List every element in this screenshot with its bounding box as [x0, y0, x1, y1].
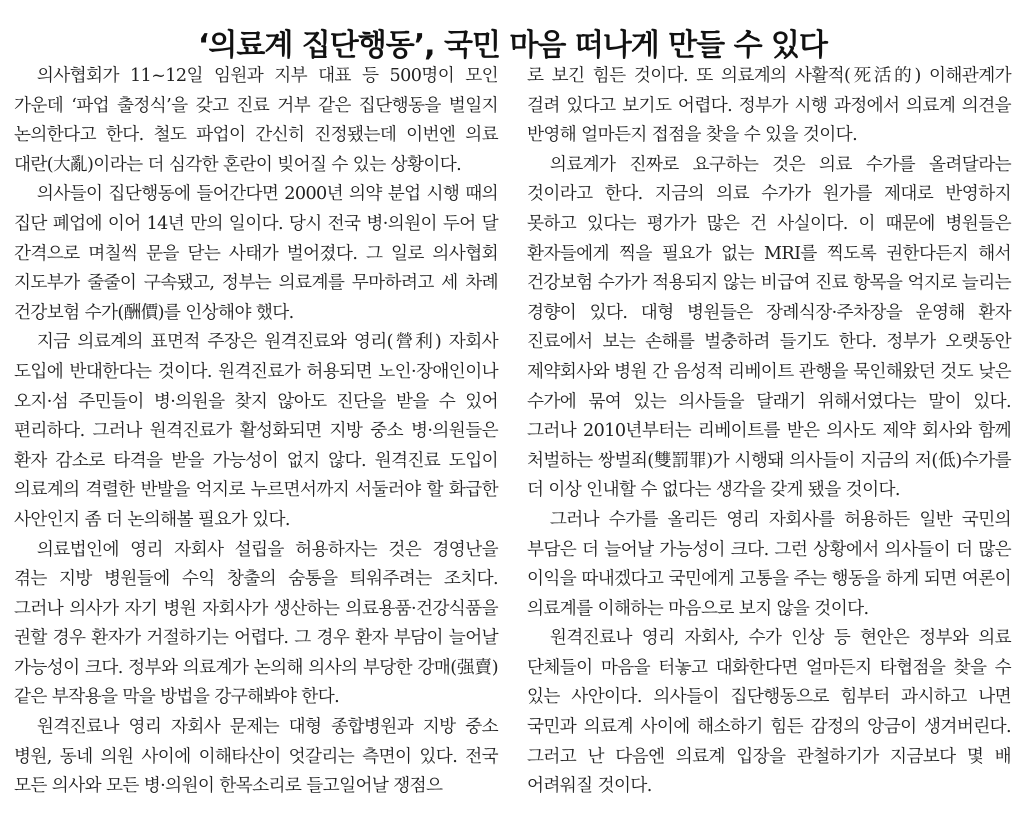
left-column	[14, 62, 498, 802]
paragraph-1: 의사협회가 11~12일 임원과 지부 대표 등 500명이 모인 가운데 ‘파업 출정식’을 갖고 진료 거부 같은 집단행동을 벌일지 논의한다고 한다. 철도 파업이 간신히 진정됐는데 이번엔 의료 대란(大亂)이라는 더 심각한 혼란이 빚어질 수 있는 상황이다.	[14, 66, 498, 175]
paragraph-2: 의사들이 집단행동에 들어간다면 2000년 의약 분업 시행 때의 집단 폐업에 이어 14년 만의 일이다. 당시 전국 병·의원이 두어 달 간격으로 며칠씩 문을 닫는 사태가 벌어졌다. 그 일로 의사협회 지도부가 줄줄이 구속됐고, 정부는 의료계를 무마하려고 세 차례 건강보험 수가(酬價)를 인상해야 했다.	[14, 184, 498, 323]
paragraph-6: 의료계가 진짜로 요구하는 것은 의료 수가를 올려달라는 것이라고 한다. 지금의 의료 수가가 원가를 제대로 반영하지 못하고 있다는 평가가 많은 건 사실이다. 이 때문에 병원들은 환자들에게 찍을 필요가 없는 MRI를 찍도록 권한다든지 해서 건강보험 수가가 적용되지 않는 비급여 진료 항목을 억지로 늘리는 경향이 있다. 대형 병원들은 장례식장·주차장을 운영해 환자 진료에서 보는 손해를 벌충하려 들기도 한다. 정부가 오랫동안 제약회사와 병원 간 음성적 리베이트 관행을 묵인해왔던 것도 낮은 수가에 묶여 있는 의사들을 달래기 위해서였다는 말이 있다. 그러나 2010년부터는 리베이트를 받은 의사도 제약 회사와 함께 처벌하는 쌍벌죄(雙罰罪)가 시행돼 의사들이 지금의 저(低)수가를 더 이상 인내할 수 없다는 생각을 갖게 됐을 것이다.	[527, 154, 1011, 501]
paragraph-5-continuation: 로 보긴 힘든 것이다. 또 의료계의 사활적(死活的) 이해관계가 걸려 있다고 보기도 어렵다. 정부가 시행 과정에서 의료계 의견을 반영해 얼마든지 접점을 찾을 수 있을 것이다.	[527, 66, 1011, 146]
paragraph-3: 지금 의료계의 표면적 주장은 원격진료와 영리(營利) 자회사 도입에 반대한다는 것이다. 원격진료가 허용되면 노인·장애인이나 오지·섬 주민들이 병·의원을 찾지 않아도 진단을 받을 수 있어 편리하다. 그러나 원격진료가 활성화되면 지방 중소 병·의원들은 환자 감소로 타격을 받을 가능성이 없지 않다. 원격진료 도입이 의료계의 격렬한 반발을 억지로 누르면서까지 서둘러야 할 화급한 사안인지 좀 더 논의해볼 필요가 있다.	[14, 332, 498, 530]
right-column	[527, 62, 1011, 802]
paragraph-5: 원격진료나 영리 자회사 문제는 대형 종합병원과 지방 중소 병원, 동네 의원 사이에 이해타산이 엇갈리는 측면이 있다. 전국 모든 의사와 모든 병·의원이 한목소리로 들고일어날 쟁점으	[14, 717, 498, 797]
paragraph-7: 그러나 수가를 올리든 영리 자회사를 허용하든 일반 국민의 부담은 더 늘어날 가능성이 크다. 그런 상황에서 의사들이 더 많은 이익을 따내겠다고 국민에게 고통을 주는 행동을 하게 되면 여론이 의료계를 이해하는 마음으로 보지 않을 것이다.	[527, 509, 1011, 619]
paragraph-4: 의료법인에 영리 자회사 설립을 허용하자는 것은 경영난을 겪는 지방 병원들에 수익 창출의 숨통을 틔워주려는 조치다. 그러나 의사가 자기 병원 자회사가 생산하는 의료용품·건강식품을 권할 경우 환자가 거절하기는 어렵다. 그 경우 환자 부담이 늘어날 가능성이 크다. 정부와 의료계가 논의해 의사의 부당한 강매(强賣) 같은 부작용을 막을 방법을 강구해봐야 한다.	[14, 539, 498, 708]
article-body	[14, 62, 1011, 802]
article-title: ‘의료계 집단행동’, 국민 마음 떠나게 만들 수 있다	[198, 28, 827, 63]
paragraph-8: 원격진료나 영리 자회사, 수가 인상 등 현안은 정부와 의료 단체들이 마음을 터놓고 대화한다면 얼마든지 타협점을 찾을 수 있는 사안이다. 의사들이 집단행동으로 힘부터 과시하고 나면 국민과 의료계 사이에 해소하기 힘든 감정의 앙금이 생겨버린다. 그러고 난 다음엔 의료계 입장을 관철하기가 지금보다 몇 배 어려워질 것이다.	[527, 628, 1011, 797]
